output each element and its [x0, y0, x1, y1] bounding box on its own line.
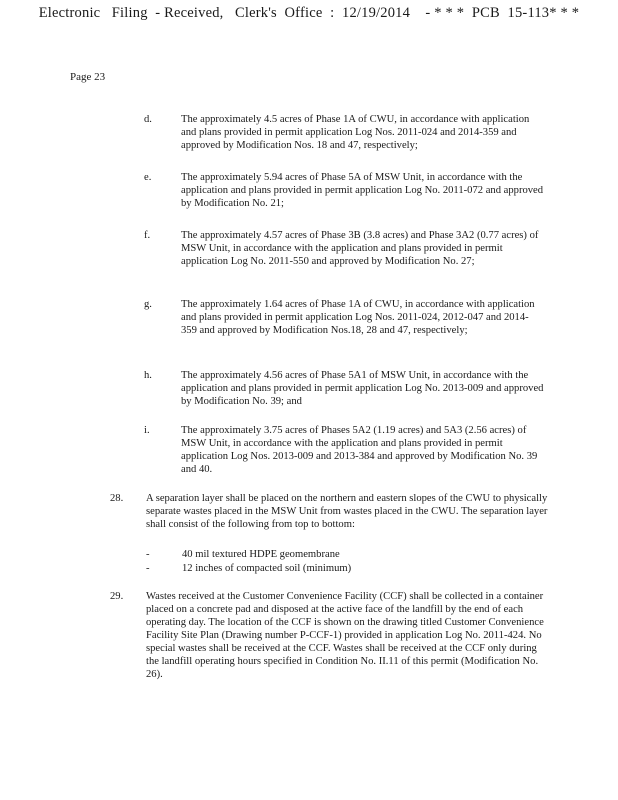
list-item-label: g. — [144, 299, 152, 310]
list-item-text: The approximately 4.57 acres of Phase 3B (3.8 acres) and Phase 3A2 (0.77 acres) of MSW Unit, in accordance with the application and plans provided in permit application Log No. 2011-550 and approved by Modification No. 27; — [181, 230, 539, 267]
list-item-label: f. — [144, 230, 151, 241]
list-item-text: The approximately 5.94 acres of Phase 5A of MSW Unit, in accordance with the application and plans provided in permit application Log No. 2011-072 and approved by Modification No. 21; — [181, 172, 544, 209]
list-item-label: h. — [144, 370, 152, 381]
bullet-text: 12 inches of compacted soil (minimum) — [182, 563, 352, 574]
condition-number: 28. — [110, 493, 124, 504]
list-item-label: d. — [144, 114, 152, 125]
bullet-dash: - — [146, 563, 150, 574]
condition-text: A separation layer shall be placed on the northern and eastern slopes of the CWU to physically separate wastes placed in the MSW Unit from wastes placed in the CWU. The separation layer shall consist of the following from top to bottom: — [146, 493, 548, 530]
bullet-text: 40 mil textured HDPE geomembrane — [182, 549, 340, 560]
list-item-text: The approximately 3.75 acres of Phases 5A2 (1.19 acres) and 5A3 (2.56 acres) of MSW Unit, in accordance with the application and plans provided in permit application Log Nos. 2013-009 and 2013-384 and approved by Modification No. 39 and 40. — [181, 425, 538, 475]
bullet-dash: - — [146, 549, 150, 560]
condition-number: 29. — [110, 591, 124, 602]
page-number: Page 23 — [70, 71, 106, 83]
list-item-text: The approximately 4.5 acres of Phase 1A of CWU, in accordance with application and plans provided in permit application Log Nos. 2011-024 and 2014-359 and approved by Modification Nos. 18 and 47, respectively; — [181, 114, 530, 151]
list-item-text: The approximately 1.64 acres of Phase 1A of CWU, in accordance with application and plans provided in permit application Log Nos. 2011-024, 2012-047 and 2014-359 and approved by Modification Nos.18, 28 and 47, respectively; — [181, 299, 535, 336]
list-item-label: i. — [144, 425, 150, 436]
condition-text: Wastes received at the Customer Convenience Facility (CCF) shall be collected in a container placed on a concrete pad and disposed at the active face of the landfill by the end of each operating day. The location of the CCF is shown on the drawing titled Customer Convenience Facility Site Plan (Drawing number P-CCF-1) provided in application Log No. 2011-424. No special wastes shall be received at the CCF. Wastes shall be received at the CCF only during the landfill operating hours specified in Condition No. II.11 of this permit (Modification No. 26). — [146, 591, 544, 680]
list-item-text: The approximately 4.56 acres of Phase 5A1 of MSW Unit, in accordance with the application and plans provided in permit application Log No. 2013-009 and approved by Modification No. 39; and — [181, 370, 544, 407]
list-item-label: e. — [144, 172, 152, 183]
filing-stamp: Electronic Filing - Received, Clerk's Office : 12/19/2014 - * * * PCB 15-113* * * — [38, 5, 580, 21]
